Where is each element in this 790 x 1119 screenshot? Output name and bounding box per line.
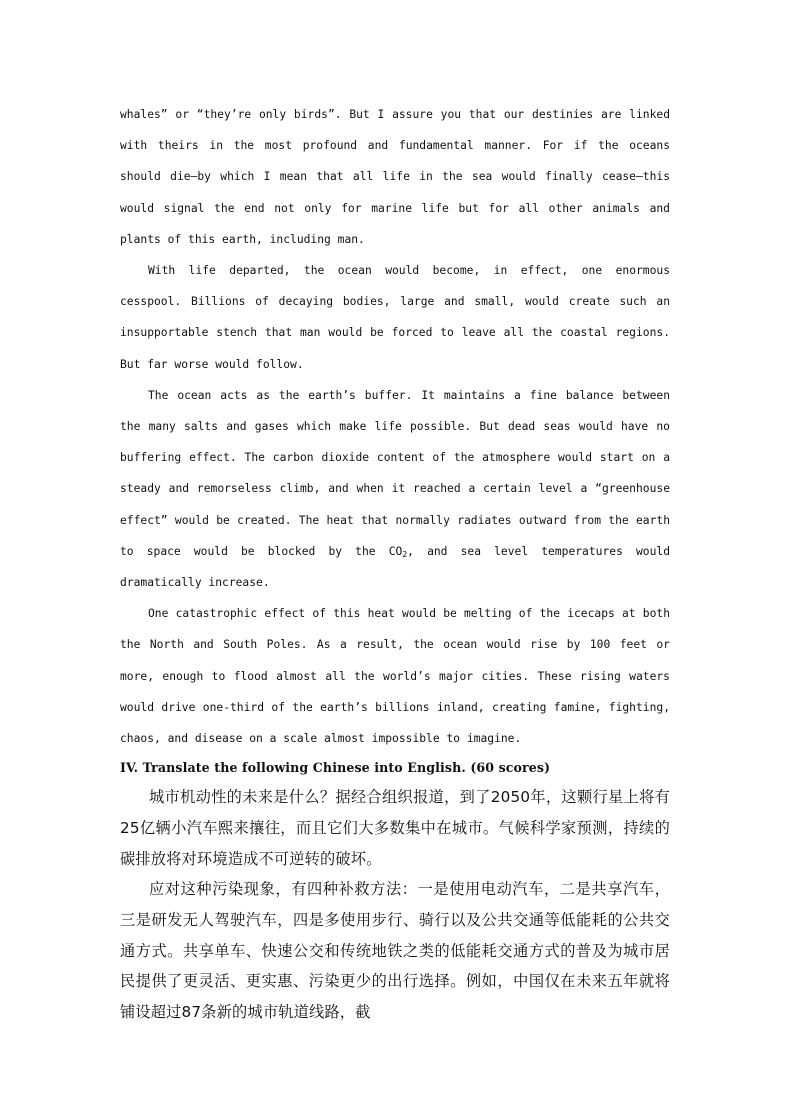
passage-paragraph-2: With life departed, the ocean would become, in effect, one enormous cesspool. Billions of decaying bodies, large and small, would create such an insupportable stench that man would be forced to leave all the coastal regions. But far worse would follow. [120, 264, 670, 371]
chinese-paragraph-2: 应对这种污染现象，有四种补救方法：一是使用电动汽车，二是共享汽车，三是研发无人驾驶汽车，四是多使用步行、骑行以及公共交通等低能耗的公共交通方式。共享单车、快速公交和传统地铁之类的低能耗交通方式的普及为城市居民提供了更灵活、更实惠、污染更少的出行选择。例如，中国仅在未来五年就将铺设超过87条新的城市轨道线路，截 [120, 880, 670, 1022]
passage-paragraph-3-text-a: The ocean acts as the earth’s buffer. It maintains a fine balance between the many salts and gases which make life possible. But dead seas would have no buffering effect. The carbon dioxide content of the atmosphere would start on a steady and remorseless climb, and when it reached a certain level a “greenhouse effect” would be created. The heat that normally radiates outward from the earth to space would be blocked by the CO [120, 388, 670, 558]
co2-subscript: 2 [402, 549, 408, 559]
passage-paragraph-3 [120, 380, 670, 598]
passage-paragraph-4: One catastrophic effect of this heat would be melting of the icecaps at both the North and South Poles. As a result, the ocean would rise by 100 feet or more, enough to flood almost all the world’s major cities. These rising waters would drive one-third of the earth’s billions inland, creating famine, fighting, chaos, and disease on a scale almost impossible to imagine. [120, 607, 670, 746]
passage-paragraph-3-text-b: , and sea level temperatures would dramatically increase. [120, 544, 670, 590]
chinese-paragraph-1: 城市机动性的未来是什么？据经合组织报道，到了2050年，这颗行星上将有25亿辆小汽车熙来攘往，而且它们大多数集中在城市。气候科学家预测，持续的碳排放将对环境造成不可逆转的破坏。 [120, 788, 670, 868]
section-heading: IV. Translate the following Chinese into English. (60 scores) [120, 760, 551, 776]
passage-paragraph-1: whales” or “they’re only birds”. But I assure you that our destinies are linked with theirs in the most profound and fundamental manner. For if the oceans should die—by which I mean that all life in the sea would finally cease—this would signal the end not only for marine life but for all other animals and plants of this earth, including man. [120, 108, 670, 246]
document-page [120, 99, 670, 1028]
